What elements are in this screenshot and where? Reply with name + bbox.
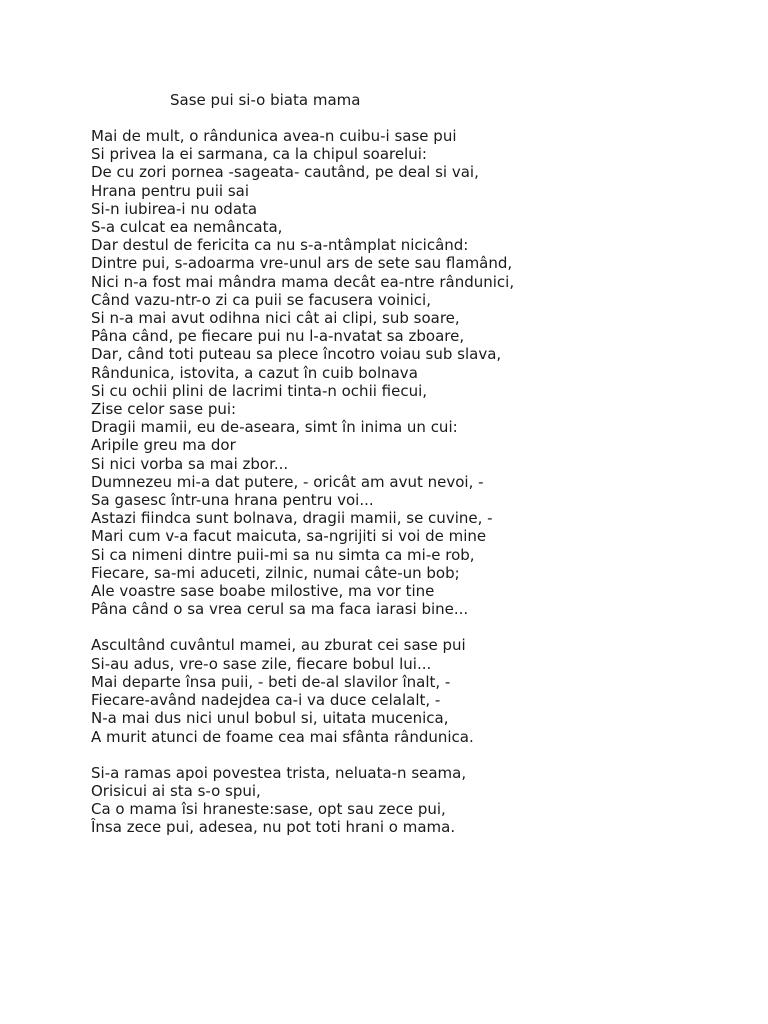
poem-line: Mari cum v-a facut maicuta, sa-ngrijiti si voi de mine (91, 527, 487, 546)
poem-line: Aripile greu ma dor (91, 436, 236, 455)
poem-line: Dar, când toti puteau sa plece încotro voiau sub slava, (91, 345, 502, 364)
stanza-2 (91, 636, 751, 745)
poem-line: Si-n iubirea-i nu odata (91, 199, 258, 218)
poem-line: Dumnezeu mi-a dat putere, - oricât am avut nevoi, - (91, 472, 484, 491)
poem-line: Sa gasesc într-una hrana pentru voi... (91, 491, 374, 510)
poem-line: S-a culcat ea nemâncata, (91, 218, 283, 237)
poem-line: Si ca nimeni dintre puii-mi sa nu simta ca mi-e rob, (91, 545, 475, 564)
stanza-3 (91, 764, 751, 837)
poem-line: De cu zori pornea -sageata- cautând, pe deal si vai, (91, 163, 479, 182)
poem-line: Dintre pui, s-adoarma vre-unul ars de sete sau flamând, (91, 254, 513, 273)
poem-line: Dar destul de fericita ca nu s-a-ntâmplat nicicând: (91, 236, 469, 255)
poem-line: Astazi fiindca sunt bolnava, dragii mamii, se cuvine, - (91, 509, 493, 528)
poem-line: Si-au adus, vre-o sase zile, fiecare bobul lui... (91, 654, 432, 673)
poem-line: Hrana pentru puii sai (91, 181, 249, 200)
poem-body (91, 127, 751, 855)
poem-line: N-a mai dus nici unul bobul si, uitata mucenica, (91, 709, 449, 728)
poem-line: Zise celor sase pui: (91, 400, 237, 419)
poem-line: Si privea la ei sarmana, ca la chipul soarelui: (91, 145, 427, 164)
poem-line: Când vazu-ntr-o zi ca puii se facusera voinici, (91, 290, 431, 309)
poem-line: Ascultând cuvântul mamei, au zburat cei sase pui (91, 636, 466, 655)
poem-line: Mai de mult, o rândunica avea-n cuibu-i sase pui (91, 127, 457, 145)
poem-line: Ale voastre sase boabe milostive, ma vor tine (91, 582, 435, 601)
poem-line: Si-a ramas apoi povestea trista, neluata-n seama, (91, 763, 467, 782)
stanza-1 (91, 127, 751, 618)
poem-line: Si nici vorba sa mai zbor... (91, 454, 289, 473)
poem-line: Mai departe însa puii, - beti de-al slavilor înalt, - (91, 672, 451, 691)
poem-title: Sase pui si-o biata mama (170, 91, 361, 109)
poem-line: Fiecare-având nadejdea ca-i va duce celalalt, - (91, 691, 441, 710)
poem-line: Si cu ochii plini de lacrimi tinta-n ochii fiecui, (91, 381, 428, 400)
poem-line: Pâna când, pe fiecare pui nu l-a-nvatat sa zboare, (91, 327, 465, 346)
poem-line: Si n-a mai avut odihna nici cât ai clipi, sub soare, (91, 309, 460, 328)
poem-line: A murit atunci de foame cea mai sfânta rândunica. (91, 727, 474, 746)
poem-line: Dragii mamii, eu de-aseara, simt în inima un cui: (91, 418, 458, 437)
poem-line: Rândunica, istovita, a cazut în cuib bolnava (91, 363, 418, 382)
poem-line: Însa zece pui, adesea, nu pot toti hrani o mama. (91, 818, 456, 837)
poem-line: Ca o mama îsi hraneste:sase, opt sau zece pui, (91, 800, 446, 819)
poem-line: Orisicui ai sta s-o spui, (91, 781, 261, 800)
poem-line: Pâna când o sa vrea cerul sa ma faca iarasi bine... (91, 600, 469, 619)
poem-line: Fiecare, sa-mi aduceti, zilnic, numai câte-un bob; (91, 563, 460, 582)
poem-line: Nici n-a fost mai mândra mama decât ea-ntre rândunici, (91, 272, 515, 291)
